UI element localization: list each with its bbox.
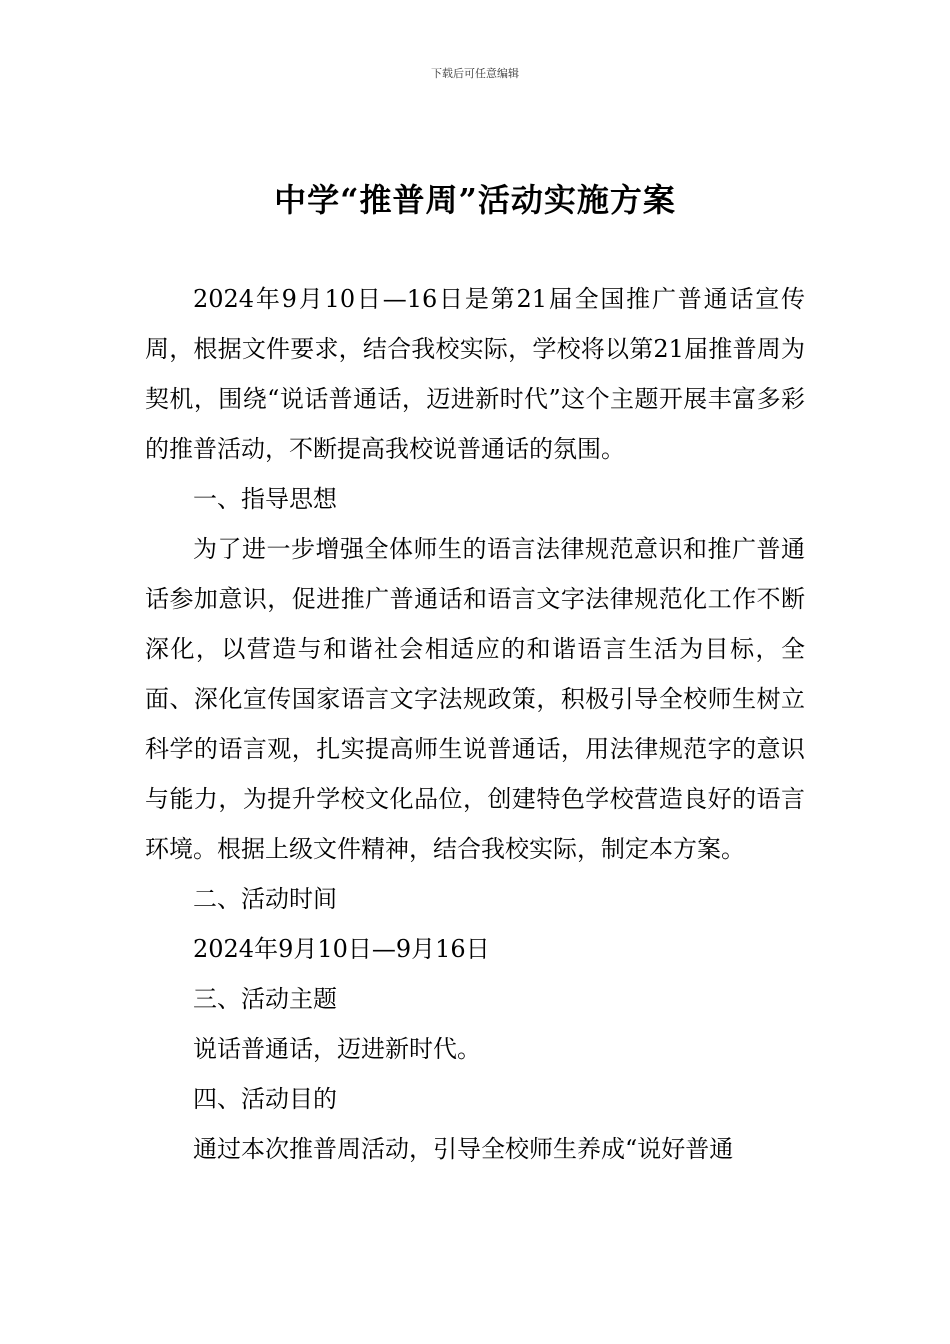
- guiding-ideology-paragraph: 为了进一步增强全体师生的语言法律规范意识和推广普通话参加意识，促进推广普通话和语言文字法律规范化工作不断深化，以营造与和谐社会相适应的和谐语言生活为目标，全面、深化宣传国家语言文字法规政策，积极引导全校师生树立科学的语言观，扎实提高师生说普通话，用法律规范字的意识与能力，为提升学校文化品位，创建特色学校营造良好的语言环境。根据上级文件精神，结合我校实际，制定本方案。: [145, 535, 805, 863]
- header-note: 下载后可任意编辑: [431, 67, 519, 80]
- section-heading-guiding-ideology: 一、指导思想: [193, 485, 337, 513]
- section-heading-activity-time: 二、活动时间: [193, 885, 337, 913]
- document-body: [145, 274, 805, 1174]
- intro-paragraph: 2024年9月10日—16日是第21届全国推广普通话宣传周，根据文件要求，结合我校实际，学校将以第21届推普周为契机，围绕“说话普通话，迈进新时代”这个主题开展丰富多彩的推普活动，不断提高我校说普通话的氛围。: [145, 285, 805, 463]
- section-heading-activity-purpose: 四、活动目的: [193, 1085, 337, 1113]
- activity-time-paragraph: 2024年9月10日—9月16日: [193, 935, 490, 963]
- activity-theme-paragraph: 说话普通话，迈进新时代。: [193, 1035, 481, 1063]
- activity-purpose-paragraph: 通过本次推普周活动，引导全校师生养成“说好普通: [193, 1135, 734, 1163]
- document-title: 中学“推普周”活动实施方案: [274, 181, 676, 219]
- section-heading-activity-theme: 三、活动主题: [193, 985, 337, 1013]
